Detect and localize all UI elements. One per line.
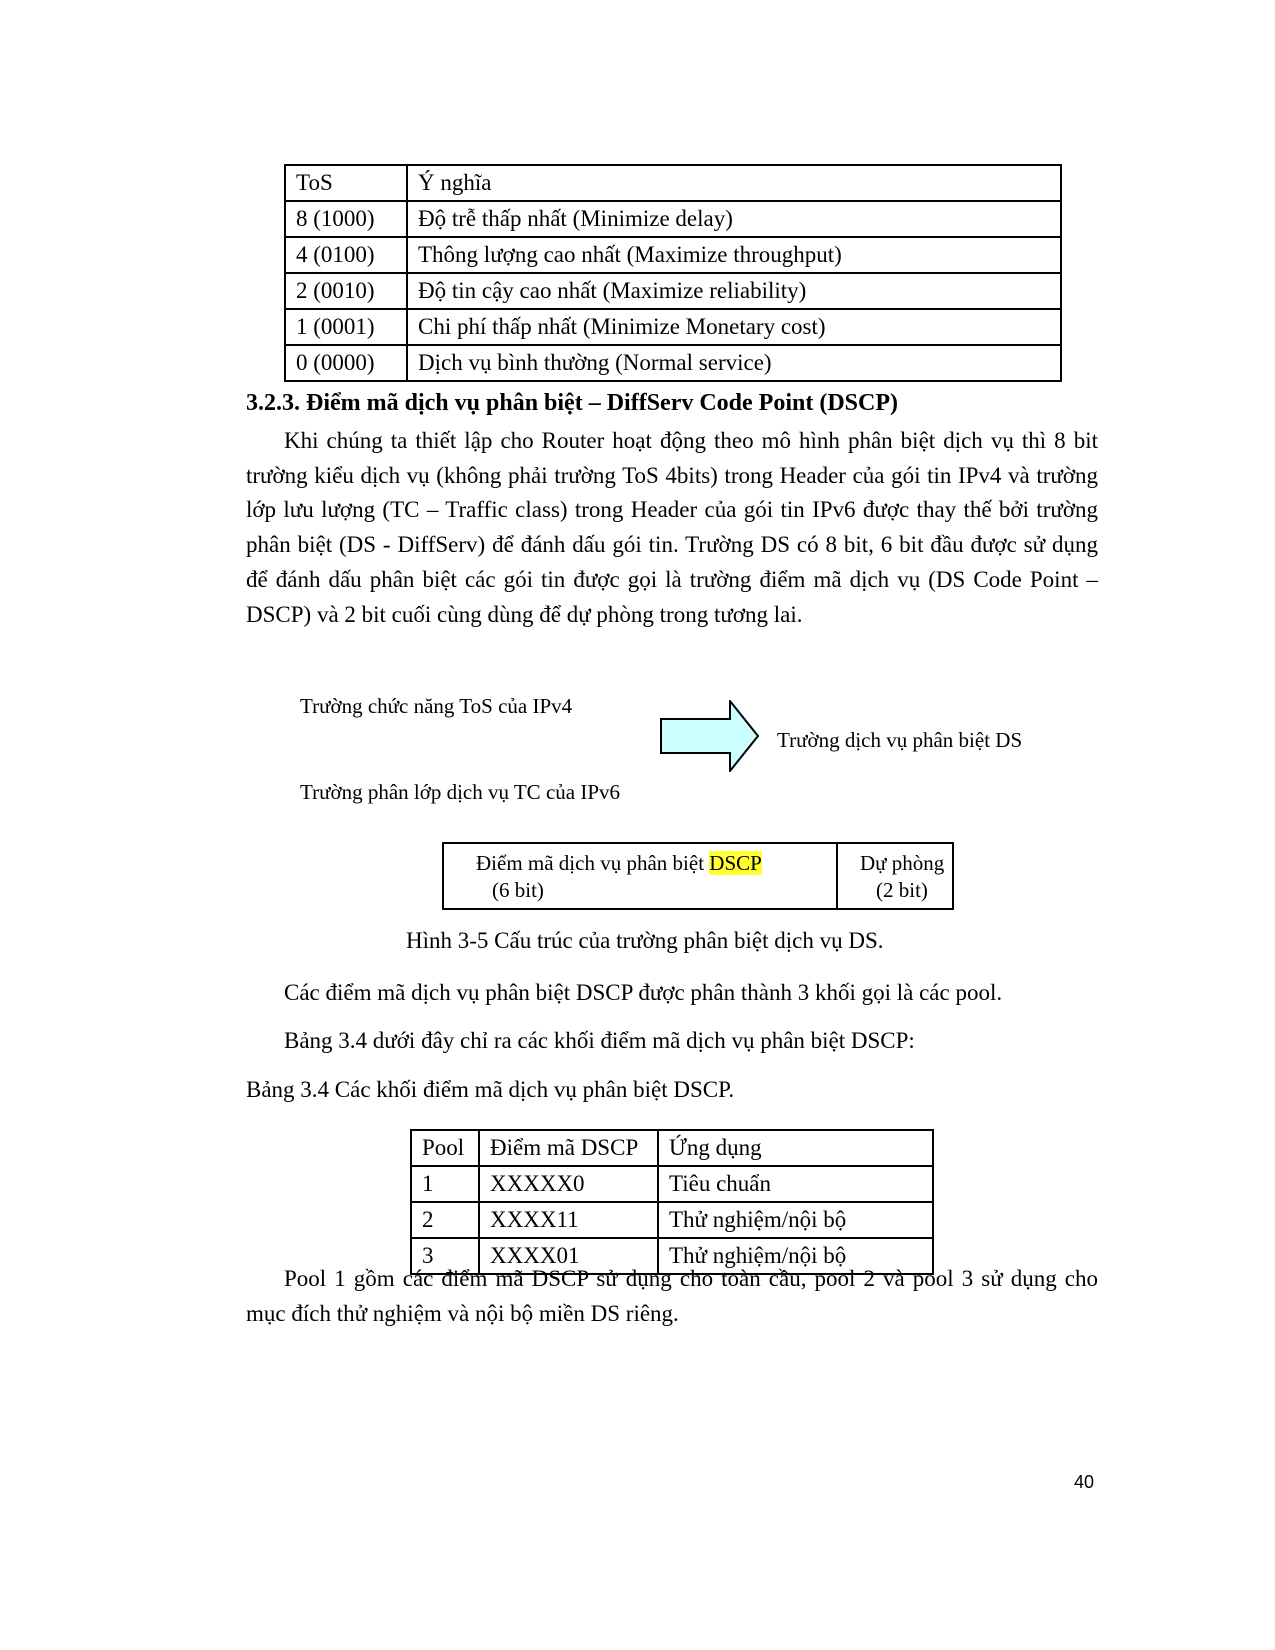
table-header-cell: Điểm mã DSCP bbox=[479, 1130, 658, 1166]
table-cell: XXXX01 bbox=[479, 1238, 658, 1274]
table-cell: Độ trễ thấp nhất (Minimize delay) bbox=[407, 201, 1061, 237]
table-header-cell: ToS bbox=[285, 165, 407, 201]
table-cell: Thử nghiệm/nội bộ bbox=[658, 1202, 933, 1238]
diagram-source-ipv6: Trường phân lớp dịch vụ TC của IPv6 bbox=[300, 780, 621, 804]
table-header-row bbox=[411, 1130, 933, 1166]
pools-sentence: Các điểm mã dịch vụ phân biệt DSCP được phân thành 3 khối gọi là các pool. bbox=[284, 980, 1003, 1005]
table-intro-sentence: Bảng 3.4 dưới đây chỉ ra các khối điểm mã dịch vụ phân biệt DSCP: bbox=[284, 1028, 915, 1053]
body-paragraph-2: Pool 1 gồm các điểm mã DSCP sử dụng cho toàn cầu, pool 2 và pool 3 sử dụng cho mục đích thử nghiệm và nội bộ miền DS riêng. bbox=[246, 1266, 1098, 1326]
table-cell: 1 bbox=[411, 1166, 479, 1202]
table-cell: Độ tin cậy cao nhất (Maximize reliability) bbox=[407, 273, 1061, 309]
table-cell: 2 (0010) bbox=[285, 273, 407, 309]
right-arrow-icon bbox=[660, 700, 760, 772]
table-header-cell: Ứng dụng bbox=[658, 1130, 933, 1166]
table-cell: XXXXX0 bbox=[479, 1166, 658, 1202]
table-cell: 2 bbox=[411, 1202, 479, 1238]
table-cell: XXXX11 bbox=[479, 1202, 658, 1238]
dscp-bit-count: (6 bit) bbox=[492, 878, 544, 902]
dscp-pool-table bbox=[410, 1129, 934, 1275]
table-row bbox=[411, 1166, 933, 1202]
table-cell: Chi phí thấp nhất (Minimize Monetary cost) bbox=[407, 309, 1061, 345]
page-number: 40 bbox=[1074, 1472, 1095, 1492]
table-cell: 1 (0001) bbox=[285, 309, 407, 345]
table-cell: Thử nghiệm/nội bộ bbox=[658, 1238, 933, 1274]
table-row bbox=[285, 345, 1061, 381]
ds-field-structure-box bbox=[442, 842, 954, 910]
diagram-target-ds: Trường dịch vụ phân biệt DS bbox=[777, 728, 1023, 752]
tos-table bbox=[284, 164, 1062, 382]
table-cell: Dịch vụ bình thường (Normal service) bbox=[407, 345, 1061, 381]
table-cell: Thông lượng cao nhất (Maximize throughput) bbox=[407, 237, 1061, 273]
dscp-label-highlight: DSCP bbox=[709, 851, 762, 875]
table-row bbox=[411, 1202, 933, 1238]
table-header-cell: Pool bbox=[411, 1130, 479, 1166]
table-cell: 0 (0000) bbox=[285, 345, 407, 381]
table-row bbox=[285, 309, 1061, 345]
table-cell: 3 bbox=[411, 1238, 479, 1274]
table-row bbox=[285, 201, 1061, 237]
reserved-label: Dự phòng bbox=[860, 851, 945, 875]
section-heading: 3.2.3. Điểm mã dịch vụ phân biệt – DiffServ Code Point (DSCP) bbox=[246, 390, 898, 416]
figure-caption: Hình 3-5 Cấu trúc của trường phân biệt dịch vụ DS. bbox=[406, 928, 884, 953]
table-caption: Bảng 3.4 Các khối điểm mã dịch vụ phân biệt DSCP. bbox=[246, 1077, 735, 1102]
table-cell: 8 (1000) bbox=[285, 201, 407, 237]
table-row bbox=[285, 273, 1061, 309]
reserved-bit-count: (2 bit) bbox=[876, 878, 928, 902]
dscp-label-prefix: Điểm mã dịch vụ phân biệt bbox=[476, 851, 710, 875]
table-cell: Tiêu chuẩn bbox=[658, 1166, 933, 1202]
dscp-cell bbox=[444, 844, 838, 908]
reserved-cell bbox=[838, 844, 952, 908]
table-cell: 4 (0100) bbox=[285, 237, 407, 273]
body-paragraph: Khi chúng ta thiết lập cho Router hoạt động theo mô hình phân biệt dịch vụ thì 8 bit trường kiểu dịch vụ (không phải trường ToS 4bits) trong Header của gói tin IPv4 và trường lớp lưu lượng (TC – Traffic class) trong Header của gói tin IPv6 được thay thế bởi trường phân biệt (DS - DiffServ) để đánh dấu gói tin. Trường DS có 8 bit, 6 bit đầu được sử dụng để đánh dấu phân biệt các gói tin được gọi là trường điểm mã dịch vụ (DS Code Point – DSCP) và 2 bit cuối cùng dùng để dự phòng trong tương lai. bbox=[246, 428, 1098, 627]
diagram-source-ipv4: Trường chức năng ToS của IPv4 bbox=[300, 694, 573, 718]
table-header-cell: Ý nghĩa bbox=[407, 165, 1061, 201]
table-header-row bbox=[285, 165, 1061, 201]
table-row bbox=[285, 237, 1061, 273]
